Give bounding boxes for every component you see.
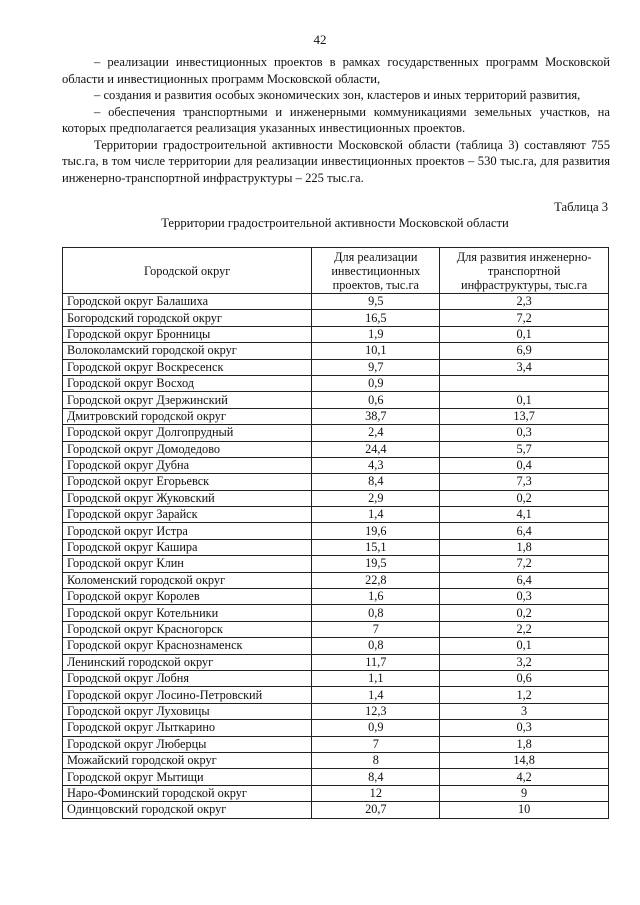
- cell-investment: 16,5: [312, 310, 440, 326]
- cell-infrastructure: 0,3: [440, 589, 609, 605]
- table-row: [63, 507, 609, 523]
- cell-district: Городской округ Дубна: [63, 457, 312, 473]
- cell-infrastructure: 7,2: [440, 556, 609, 572]
- cell-district: Городской округ Балашиха: [63, 294, 312, 310]
- cell-investment: 24,4: [312, 441, 440, 457]
- table-row: [63, 638, 609, 654]
- cell-infrastructure: 0,4: [440, 457, 609, 473]
- table-row: [63, 703, 609, 719]
- cell-district: Городской округ Домодедово: [63, 441, 312, 457]
- cell-district: Городской округ Дзержинский: [63, 392, 312, 408]
- cell-investment: 1,4: [312, 687, 440, 703]
- territories-table: [62, 247, 609, 819]
- cell-investment: 4,3: [312, 457, 440, 473]
- cell-infrastructure: 10: [440, 802, 609, 818]
- cell-infrastructure: 1,8: [440, 736, 609, 752]
- cell-infrastructure: 3,2: [440, 654, 609, 670]
- cell-district: Богородский городской округ: [63, 310, 312, 326]
- cell-infrastructure: 0,2: [440, 490, 609, 506]
- table-row: [63, 326, 609, 342]
- cell-infrastructure: 6,9: [440, 343, 609, 359]
- cell-infrastructure: 4,1: [440, 507, 609, 523]
- cell-investment: 0,6: [312, 392, 440, 408]
- cell-investment: 0,8: [312, 605, 440, 621]
- cell-infrastructure: 1,2: [440, 687, 609, 703]
- cell-district: Городской округ Лыткарино: [63, 720, 312, 736]
- cell-infrastructure: 6,4: [440, 523, 609, 539]
- cell-infrastructure: 14,8: [440, 752, 609, 768]
- cell-investment: 12: [312, 785, 440, 801]
- cell-district: Можайский городской округ: [63, 752, 312, 768]
- cell-district: Городской округ Зарайск: [63, 507, 312, 523]
- cell-investment: 0,9: [312, 375, 440, 391]
- cell-investment: 1,9: [312, 326, 440, 342]
- cell-infrastructure: 9: [440, 785, 609, 801]
- table-row: [63, 670, 609, 686]
- table-row: [63, 359, 609, 375]
- cell-district: Городской округ Лосино-Петровский: [63, 687, 312, 703]
- table-row: [63, 490, 609, 506]
- cell-infrastructure: 0,3: [440, 425, 609, 441]
- cell-investment: 9,7: [312, 359, 440, 375]
- table-row: [63, 425, 609, 441]
- table-row: [63, 572, 609, 588]
- cell-infrastructure: 0,2: [440, 605, 609, 621]
- table-row: [63, 605, 609, 621]
- cell-district: Городской округ Королев: [63, 589, 312, 605]
- table-row: [63, 720, 609, 736]
- cell-infrastructure: 3: [440, 703, 609, 719]
- table-row: [63, 539, 609, 555]
- cell-investment: 20,7: [312, 802, 440, 818]
- cell-district: Городской округ Восход: [63, 375, 312, 391]
- cell-district: Городской округ Люберцы: [63, 736, 312, 752]
- table-row: [63, 752, 609, 768]
- table-row: [63, 802, 609, 818]
- cell-district: Ленинский городской округ: [63, 654, 312, 670]
- cell-investment: 22,8: [312, 572, 440, 588]
- cell-district: Волоколамский городской округ: [63, 343, 312, 359]
- cell-investment: 8,4: [312, 474, 440, 490]
- cell-district: Городской округ Красногорск: [63, 621, 312, 637]
- cell-investment: 2,9: [312, 490, 440, 506]
- cell-infrastructure: 4,2: [440, 769, 609, 785]
- cell-infrastructure: 5,7: [440, 441, 609, 457]
- cell-district: Городской округ Жуковский: [63, 490, 312, 506]
- table-row: [63, 310, 609, 326]
- paragraph: – создания и развития особых экономических зон, кластеров и иных территорий развития,: [94, 88, 581, 102]
- cell-infrastructure: 1,8: [440, 539, 609, 555]
- cell-investment: 7: [312, 736, 440, 752]
- cell-investment: 12,3: [312, 703, 440, 719]
- page-number: 42: [313, 32, 327, 47]
- cell-infrastructure: 7,3: [440, 474, 609, 490]
- cell-district: Городской округ Егорьевск: [63, 474, 312, 490]
- cell-investment: 15,1: [312, 539, 440, 555]
- table-row: [63, 457, 609, 473]
- table-label: Таблица 3: [554, 200, 608, 214]
- table-row: [63, 408, 609, 424]
- cell-investment: 2,4: [312, 425, 440, 441]
- cell-district: Городской округ Бронницы: [63, 326, 312, 342]
- cell-investment: 38,7: [312, 408, 440, 424]
- paragraph: Территории градостроительной активности Московской области (таблица 3) составляют 755 тыс.га, в том числе территории для реализации инвестиционных проектов – 530 тыс.га, для развития инженерно-транспортной инфраструктуры – 225 тыс.га.: [62, 137, 610, 185]
- header-infrastructure: Для развития инженерно-транспортной инфраструктуры, тыс.га: [440, 248, 609, 294]
- cell-infrastructure: 0,1: [440, 638, 609, 654]
- cell-district: Городской округ Кашира: [63, 539, 312, 555]
- cell-investment: 19,6: [312, 523, 440, 539]
- cell-district: Городской округ Луховицы: [63, 703, 312, 719]
- table-row: [63, 687, 609, 703]
- body-text: [62, 54, 610, 186]
- cell-district: Городской округ Воскресенск: [63, 359, 312, 375]
- table-row: [63, 294, 609, 310]
- cell-district: Городской округ Клин: [63, 556, 312, 572]
- table-row: [63, 392, 609, 408]
- paragraph: – реализации инвестиционных проектов в рамках государственных программ Московской области и инвестиционных программ Московской области,: [62, 55, 610, 86]
- cell-investment: 1,1: [312, 670, 440, 686]
- table-row: [63, 523, 609, 539]
- table-row: [63, 589, 609, 605]
- cell-investment: 9,5: [312, 294, 440, 310]
- cell-district: Наро-Фоминский городской округ: [63, 785, 312, 801]
- cell-investment: 11,7: [312, 654, 440, 670]
- cell-infrastructure: 0,1: [440, 392, 609, 408]
- table-row: [63, 621, 609, 637]
- table-header-row: [63, 248, 609, 294]
- table-row: [63, 441, 609, 457]
- paragraph: – обеспечения транспортными и инженерными коммуникациями земельных участков, на которых предполагается реализация указанных инвестиционных проектов.: [62, 104, 610, 135]
- cell-district: Дмитровский городской округ: [63, 408, 312, 424]
- cell-infrastructure: 13,7: [440, 408, 609, 424]
- cell-investment: 0,8: [312, 638, 440, 654]
- cell-infrastructure: 0,6: [440, 670, 609, 686]
- cell-investment: 8: [312, 752, 440, 768]
- cell-district: Городской округ Краснознаменск: [63, 638, 312, 654]
- cell-investment: 1,4: [312, 507, 440, 523]
- table-row: [63, 474, 609, 490]
- cell-investment: 1,6: [312, 589, 440, 605]
- table-row: [63, 654, 609, 670]
- cell-investment: 19,5: [312, 556, 440, 572]
- cell-infrastructure: 0,1: [440, 326, 609, 342]
- cell-investment: 7: [312, 621, 440, 637]
- table-body: [63, 294, 609, 819]
- table-row: [63, 375, 609, 391]
- cell-investment: 8,4: [312, 769, 440, 785]
- cell-district: Коломенский городской округ: [63, 572, 312, 588]
- header-investment-projects: Для реализации инвестиционных проектов, тыс.га: [312, 248, 440, 294]
- cell-district: Городской округ Истра: [63, 523, 312, 539]
- table-row: [63, 785, 609, 801]
- cell-investment: 0,9: [312, 720, 440, 736]
- cell-infrastructure: 7,2: [440, 310, 609, 326]
- table-title: Территории градостроительной активности Московской области: [161, 216, 509, 230]
- cell-district: Одинцовский городской округ: [63, 802, 312, 818]
- cell-infrastructure: 0,3: [440, 720, 609, 736]
- cell-infrastructure: [440, 375, 609, 391]
- header-district: Городской округ: [63, 248, 312, 294]
- table-row: [63, 556, 609, 572]
- table-row: [63, 736, 609, 752]
- cell-infrastructure: 3,4: [440, 359, 609, 375]
- cell-district: Городской округ Долгопрудный: [63, 425, 312, 441]
- table-row: [63, 769, 609, 785]
- table-row: [63, 343, 609, 359]
- cell-district: Городской округ Мытищи: [63, 769, 312, 785]
- cell-district: Городской округ Котельники: [63, 605, 312, 621]
- cell-infrastructure: 2,2: [440, 621, 609, 637]
- cell-infrastructure: 2,3: [440, 294, 609, 310]
- cell-investment: 10,1: [312, 343, 440, 359]
- cell-infrastructure: 6,4: [440, 572, 609, 588]
- cell-district: Городской округ Лобня: [63, 670, 312, 686]
